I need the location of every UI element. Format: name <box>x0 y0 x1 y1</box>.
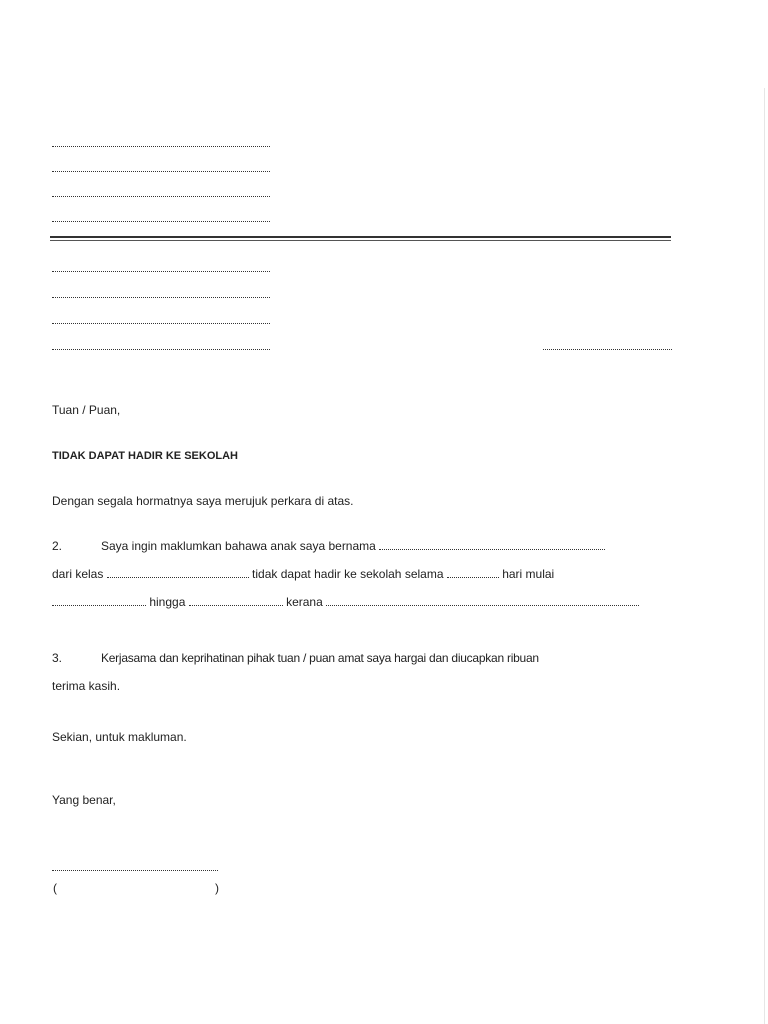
para2-because-text: kerana <box>286 595 323 609</box>
para2-line1-text: Saya ingin maklumkan bahawa anak saya bernama <box>101 539 376 553</box>
recipient-address-line-1[interactable] <box>52 271 270 272</box>
recipient-address-line-2[interactable] <box>52 297 270 298</box>
para2-start-text: hari mulai <box>502 567 555 581</box>
letter-subject: TIDAK DAPAT HADIR KE SEKOLAH <box>52 450 238 462</box>
para3-line1: Kerjasama dan keprihatinan pihak tuan / puan amat saya hargai dan diucapkan ribuan <box>101 651 539 665</box>
recipient-address-line-4[interactable] <box>52 349 270 350</box>
signature-name-open: ( <box>53 881 57 895</box>
separator-rule <box>50 236 671 238</box>
para2-line3 <box>52 594 639 610</box>
para2-from-class: dari kelas <box>52 567 104 581</box>
recipient-address-line-3[interactable] <box>52 323 270 324</box>
para2-until-text: hingga <box>149 595 186 609</box>
signoff: Yang benar, <box>52 793 116 807</box>
sender-address-line-1[interactable] <box>52 146 270 147</box>
closing-line: Sekian, untuk makluman. <box>52 730 187 744</box>
para2-number: 2. <box>52 539 63 553</box>
sender-address-line-2[interactable] <box>52 171 270 172</box>
child-name-blank[interactable] <box>379 540 605 550</box>
signature-line[interactable] <box>52 870 218 871</box>
sender-address-line-4[interactable] <box>52 221 270 222</box>
reason-blank[interactable] <box>326 596 639 606</box>
para3-number: 3. <box>52 651 63 665</box>
signature-name-close: ) <box>215 881 219 895</box>
para2-absent-text: tidak dapat hadir ke sekolah selama <box>252 567 444 581</box>
intro-paragraph: Dengan segala hormatnya saya merujuk perkara di atas. <box>52 494 354 508</box>
class-blank[interactable] <box>107 568 249 578</box>
para3-line2: terima kasih. <box>52 679 121 693</box>
page-edge <box>764 88 765 1024</box>
end-date-blank[interactable] <box>189 596 283 606</box>
para2-line1 <box>101 538 605 554</box>
start-date-blank[interactable] <box>52 596 146 606</box>
date-line[interactable] <box>543 349 672 350</box>
sender-address-line-3[interactable] <box>52 196 270 197</box>
salutation: Tuan / Puan, <box>52 403 121 417</box>
separator-rule-thin <box>50 240 671 241</box>
para2-line2 <box>52 566 554 582</box>
days-blank[interactable] <box>447 568 499 578</box>
